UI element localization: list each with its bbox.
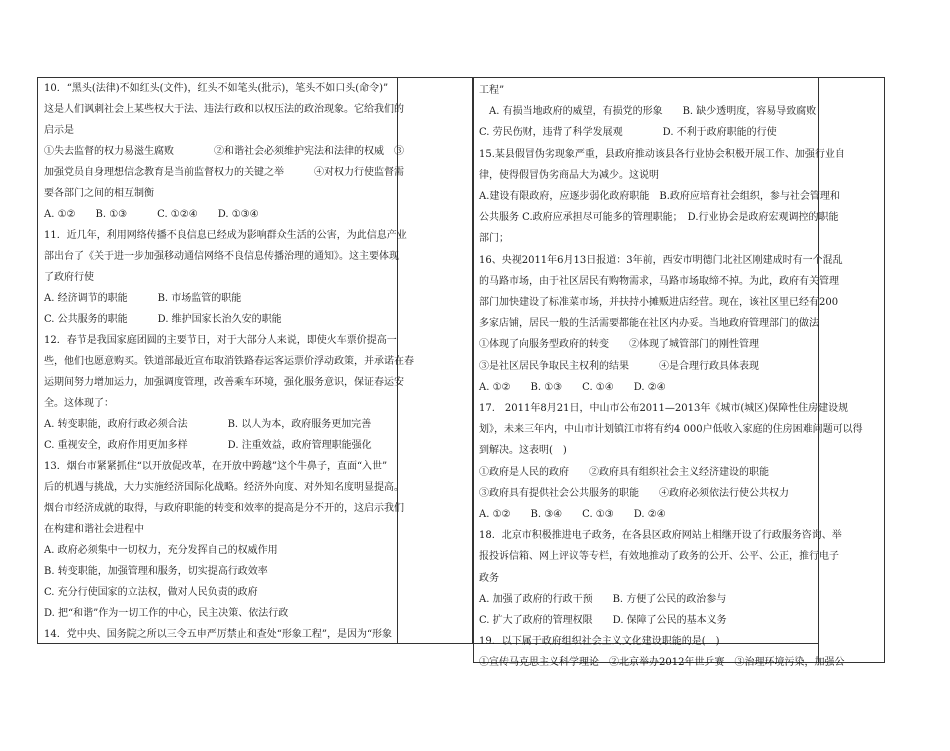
text-line: 报投诉信箱、网上评议等专栏，有效地推动了政务的公开、公平、公正，推行电子 xyxy=(479,551,839,563)
text-line: 11．近几年，利用网络传播不良信息已经成为影响群众生活的公害，为此信息产业 xyxy=(44,230,407,241)
text-line: 到解决。这表明( ) xyxy=(479,445,567,457)
text-line: 13．烟台市紧紧抓住“以开放促改革，在开放中跨越”这个牛鼻子，直面“入世” xyxy=(44,461,388,472)
text-line: 划》，未来三年内，中山市计划镇江市将有约4 000户低收入家庭的住房困难问题可以得 xyxy=(479,424,863,436)
text-line: ①宣传马克思主义科学理论 ②北京举办2012年世乒赛 ③治理环境污染，加强公 xyxy=(479,657,845,669)
text-line: 19．以下属于政府组织社会主义文化建设职能的是( ) xyxy=(479,636,720,648)
text-line: 律，使得假冒伪劣商品大为减少。这说明 xyxy=(479,169,659,181)
text-line: 公共服务 C.政府应承担尽可能多的管理职能； D.行业协会是政府宏观调控的职能 xyxy=(479,212,839,224)
text-line: 烟台市经济成就的取得，与政府职能的转变和效率的提高是分不开的，这启示我们 xyxy=(44,503,404,514)
text-line: 的马路市场，由于社区居民有购物需求，马路市场取缔不掉。为此，政府有关管理 xyxy=(479,275,839,287)
text-line: 17. 2011年8月21日，中山市公布2011—2013年《城市(城区)保障性住房建设规 xyxy=(479,403,849,415)
text-line: C. 充分行使国家的立法权，做对人民负责的政府 xyxy=(44,587,258,598)
text-line: 部出台了《关于进一步加强移动通信网络不良信息传播治理的通知》。这主要体现 xyxy=(44,251,399,262)
text-line: ③政府具有提供社会公共服务的职能 ④政府必须依法行使公共权力 xyxy=(479,487,789,499)
text-line: 加强党员自身理想信念教育是当前监督权力的关键之举 ④对权力行使监督需 xyxy=(44,167,404,178)
text-line: 部门； xyxy=(479,233,509,245)
left-question-column xyxy=(44,78,414,645)
text-line: C. 扩大了政府的管理权限 D. 保障了公民的基本义务 xyxy=(479,615,727,627)
text-line: ①体现了向服务型政府的转变 ②体现了城管部门的刚性管理 xyxy=(479,339,759,351)
text-line: 14．党中央、国务院之所以三令五申严厉禁止和查处“形象工程”，是因为“形象 xyxy=(44,629,393,640)
text-line: 政务 xyxy=(479,572,499,584)
text-line: A. 政府必须集中一切权力，充分发挥自己的权威作用 xyxy=(44,545,278,556)
right-question-column xyxy=(479,80,863,674)
text-line: A. 经济调节的职能 B. 市场监管的职能 xyxy=(44,293,242,304)
text-line: A.建设有限政府，应逐步弱化政府职能 B.政府应培育社会组织，参与社会管理和 xyxy=(479,191,840,203)
text-line: 要各部门之间的相互制衡 xyxy=(44,188,154,199)
text-line: 了政府行使 xyxy=(44,272,94,283)
text-line: 16、央视2011年6月13日报道：3年前，西安市明德门北社区刚建成时有一个混乱 xyxy=(479,254,843,266)
text-line: 10．“黑头(法律)不如红头(文件)，红头不如笔头(批示)，笔头不如口头(命令)” xyxy=(44,83,389,94)
text-line: 后的机遇与挑战，大力实施经济国际化战略。经济外向度、对外知名度明显提高。 xyxy=(44,482,404,493)
text-line: A. ①② B. ①③ C. ①④ D. ②④ xyxy=(479,381,666,393)
text-line: 全。这体现了： xyxy=(44,398,114,409)
text-line: ①失去监督的权力易滋生腐败 ②和谐社会必须维护宪法和法律的权威 ③ xyxy=(44,146,404,157)
text-line: A. 转变职能，政府行政必须合法 B. 以人为本，政府服务更加完善 xyxy=(44,419,372,430)
text-line: ③是社区居民争取民主权利的结果 ④是合理行政具体表现 xyxy=(479,360,759,372)
text-line: 部门加快建设了标准菜市场，并扶持小摊贩进店经营。现在，该社区里已经有200 xyxy=(479,297,839,309)
text-line: A. 加强了政府的行政干预 B. 方便了公民的政治参与 xyxy=(479,593,727,605)
text-line: 18．北京市积极推进电子政务，在各县区政府网站上相继开设了行政服务咨询、举 xyxy=(479,530,842,542)
right-column-divider xyxy=(818,77,819,663)
text-line: C. 重视安全，政府作用更加多样 D. 注重效益，政府管理职能强化 xyxy=(44,440,372,451)
text-line: 启示是 xyxy=(44,125,74,136)
text-line: C. 劳民伤财，违背了科学发展观 D. 不利于政府职能的行使 xyxy=(479,127,777,139)
text-line: 15.某县假冒伪劣现象严重，县政府推动该县各行业协会积极开展工作、加强行业自 xyxy=(479,148,845,160)
text-line: 12．春节是我国家庭团圆的主要节日，对于大部分人来说，即使火车票价提高一 xyxy=(44,335,397,346)
text-line: ①政府是人民的政府 ②政府具有组织社会主义经济建设的职能 xyxy=(479,466,769,478)
text-line: C. 公共服务的职能 D. 维护国家长治久安的职能 xyxy=(44,314,282,325)
text-line: 工程” xyxy=(479,85,505,96)
text-line: B. 转变职能，加强管理和服务，切实提高行政效率 xyxy=(44,566,268,577)
text-line: 在构建和谐社会进程中 xyxy=(44,524,144,535)
text-line: 这是人们讽刺社会上某些权大于法、违法行政和以权压法的政治现象。它给我们的 xyxy=(44,104,404,115)
text-line: A. 有损当地政府的威望，有损党的形象 B. 缺少透明度，容易导致腐败 xyxy=(479,106,817,118)
text-line: 运期间努力增加运力，加强调度管理，改善乘车环境，强化服务意识，保证春运安 xyxy=(44,377,404,388)
text-line: 多家店铺，居民一般的生活需要都能在社区内办妥。当地政府管理部门的做法 xyxy=(479,318,819,330)
text-line: 些，他们也愿意购买。铁道部最近宣布取消铁路春运客运票价浮动政策，并承诺在春 xyxy=(44,356,414,367)
text-line: A. ①② B. ①③ C. ①②④ D. ①③④ xyxy=(44,209,259,220)
text-line: D. 把“和谐”作为一切工作的中心，民主决策、依法行政 xyxy=(44,608,289,619)
text-line: A. ①② B. ③④ C. ①③ D. ②④ xyxy=(479,509,666,521)
